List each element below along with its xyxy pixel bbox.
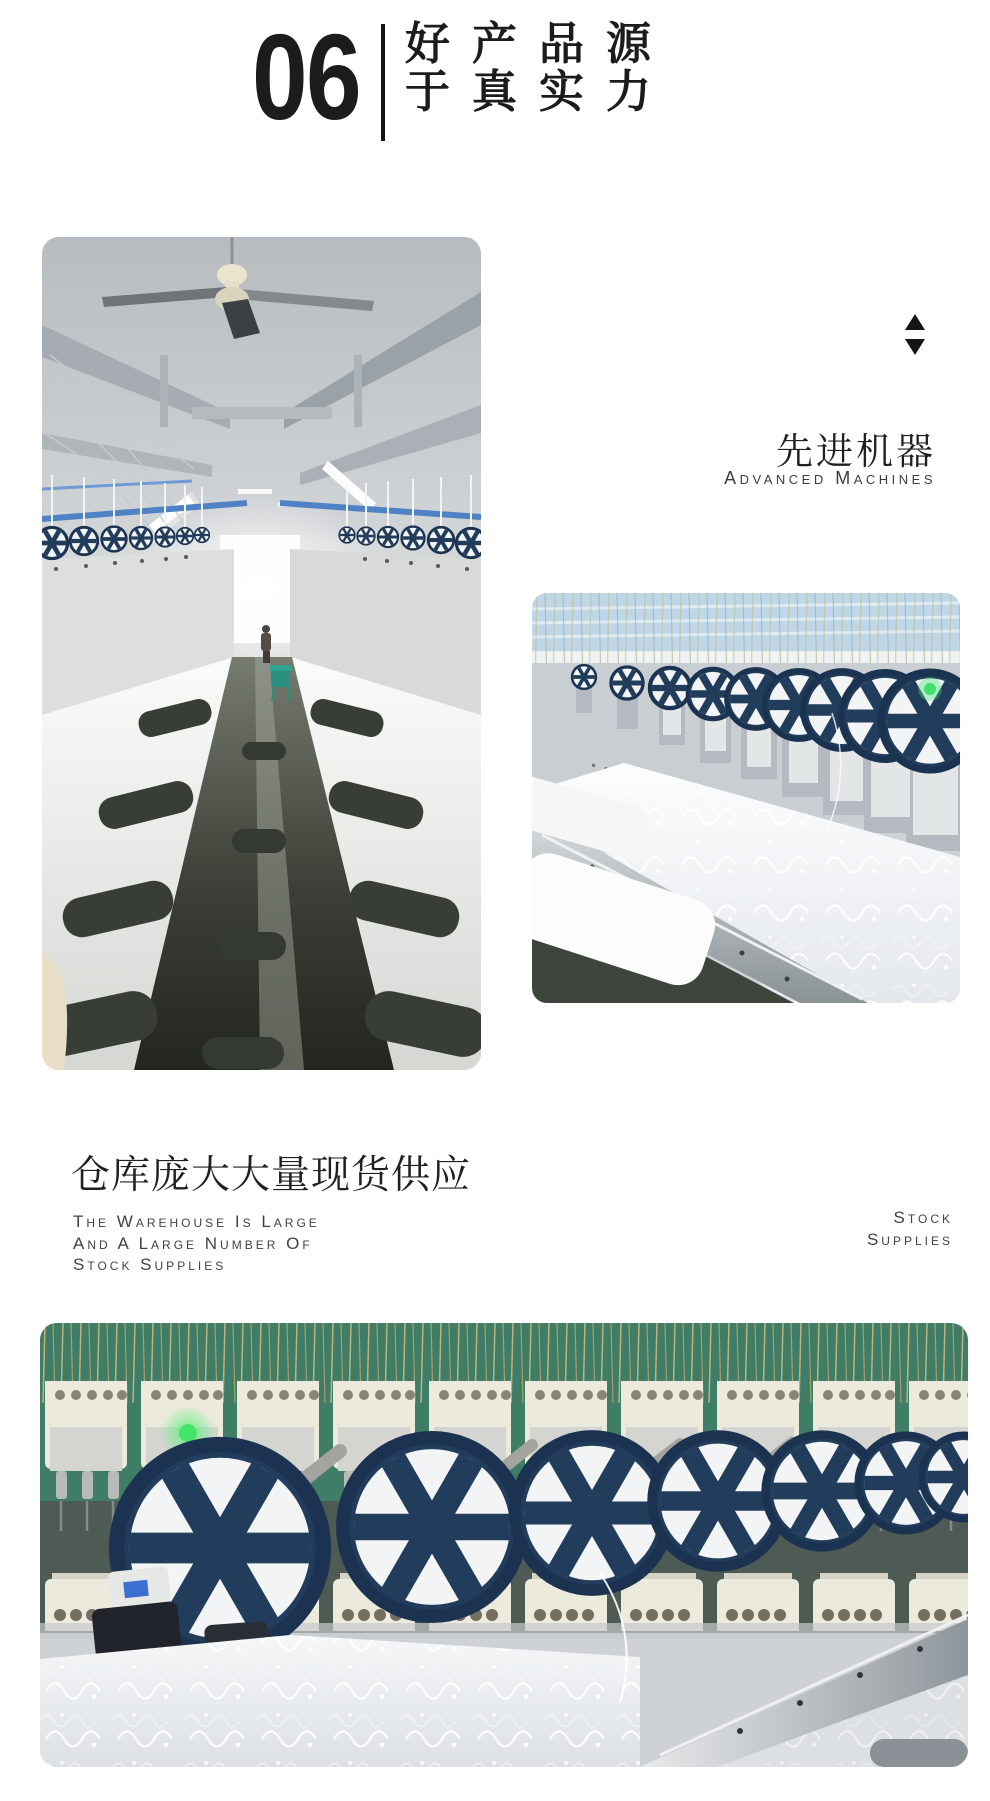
stock-supplies-label: [867, 1207, 953, 1250]
factory-aisle-photo: [42, 237, 481, 1070]
green-led: [179, 1424, 197, 1442]
embroidery-heads-closeup-photo: [40, 1323, 968, 1767]
heads-closeup-illustration: [40, 1323, 968, 1767]
section-title-line1: 好产品源: [405, 18, 674, 69]
triangle-down-icon: [905, 339, 925, 355]
embroidery-machine-row-photo: [532, 593, 960, 1003]
section-title: [405, 20, 673, 116]
stock-supplies-label-line1: Stock: [893, 1208, 953, 1227]
stock-supplies-label-line2: Supplies: [866, 1229, 953, 1249]
warehouse-heading: 仓库庞大大量现货供应: [71, 1154, 472, 1197]
section-title-line2: 于真实力: [405, 66, 674, 117]
warehouse-subheading-line1: The Warehouse Is Large: [73, 1212, 320, 1231]
warehouse-subheading-line3: Stock Supplies: [73, 1255, 227, 1274]
header-divider: [381, 24, 385, 141]
warehouse-subheading: [73, 1211, 320, 1276]
machines-subheading: Advanced Machines: [724, 468, 936, 488]
factory-aisle-illustration: [42, 237, 481, 1070]
status-led: [924, 683, 936, 695]
triangle-up-icon: [905, 314, 925, 330]
machines-heading: 先进机器: [776, 431, 936, 472]
section-number: 06: [252, 9, 360, 145]
warehouse-subheading-line2: And A Large Number Of: [73, 1233, 313, 1253]
machine-row-illustration: [532, 593, 960, 1003]
up-down-arrows-icon: [905, 314, 925, 355]
